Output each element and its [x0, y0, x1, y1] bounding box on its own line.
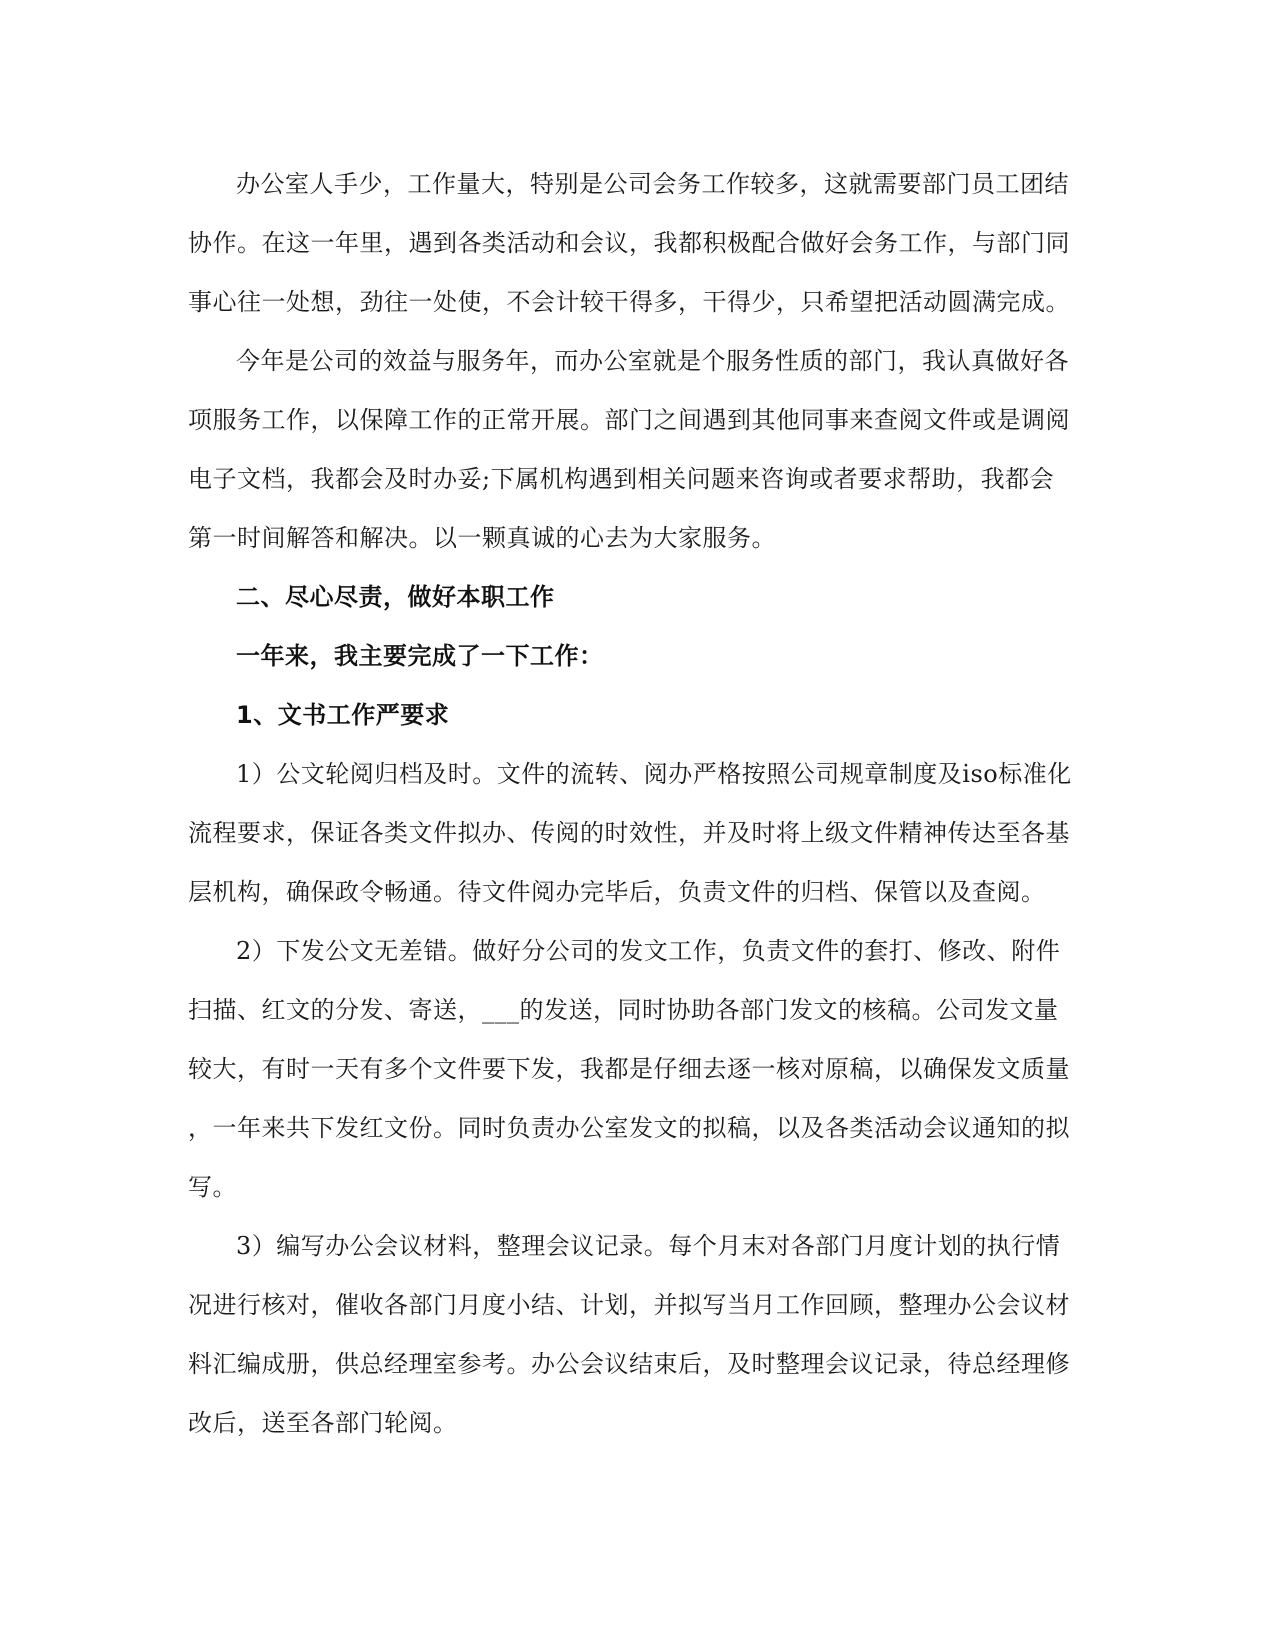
text-line: 料汇编成册，供总经理室参考。办公会议结束后，及时整理会议记录，待总经理修	[188, 1350, 1070, 1378]
text-line: 改后，送至各部门轮阅。	[188, 1409, 458, 1437]
text-line: 较大，有时一天有多个文件要下发，我都是仔细去逐一核对原稿，以确保发文质量	[188, 1055, 1070, 1083]
heading-line: 一年来，我主要完成了一下工作：	[236, 642, 604, 670]
text-line: 1）公文轮阅归档及时。文件的流转、阅办严格按照公司规章制度及iso标准化	[236, 760, 1072, 788]
paragraph-item-1	[188, 745, 1088, 922]
text-line: 写。	[188, 1173, 237, 1201]
text-line: 事心往一处想，劲往一处使，不会计较干得多，干得少，只希望把活动圆满完成。	[188, 288, 1070, 316]
paragraph-2	[188, 332, 1088, 568]
paragraph-1	[188, 155, 1088, 332]
document-body	[188, 155, 1088, 1453]
text-line: 2）下发公文无差错。做好分公司的发文工作，负责文件的套打、修改、附件	[236, 937, 1061, 965]
text-line: 第一时间解答和解决。以一颗真诚的心去为大家服务。	[188, 524, 776, 552]
text-line: 况进行核对，催收各部门月度小结、计划，并拟写当月工作回顾，整理办公会议材	[188, 1291, 1070, 1319]
text-line: 3）编写办公会议材料，整理会议记录。每个月末对各部门月度计划的执行情	[236, 1232, 1061, 1260]
text-line: 办公室人手少，工作量大，特别是公司会务工作较多，这就需要部门员工团结	[236, 170, 1069, 198]
paragraph-item-3	[188, 1217, 1088, 1453]
heading-line: 1、文书工作严要求	[236, 701, 450, 729]
text-line: 电子文档，我都会及时办妥;下属机构遇到相关问题来咨询或者要求帮助，我都会	[188, 465, 1055, 493]
text-line: 今年是公司的效益与服务年，而办公室就是个服务性质的部门，我认真做好各	[236, 347, 1069, 375]
text-line: 层机构，确保政令畅通。待文件阅办完毕后，负责文件的归档、保管以及查阅。	[188, 878, 1046, 906]
text-line: 扫描、红文的分发、寄送，___的发送，同时协助各部门发文的核稿。公司发文量	[188, 996, 1059, 1024]
text-line: ，一年来共下发红文份。同时负责办公室发文的拟稿，以及各类活动会议通知的拟	[188, 1114, 1070, 1142]
text-line: 项服务工作，以保障工作的正常开展。部门之间遇到其他同事来查阅文件或是调阅	[188, 406, 1070, 434]
subsection-heading	[188, 627, 1088, 686]
heading-line: 二、尽心尽责，做好本职工作	[236, 583, 555, 611]
section-heading	[188, 568, 1088, 627]
text-line: 流程要求，保证各类文件拟办、传阅的时效性，并及时将上级文件精神传达至各基	[188, 819, 1070, 847]
paragraph-item-2	[188, 922, 1088, 1217]
item-heading	[188, 686, 1088, 745]
text-line: 协作。在这一年里，遇到各类活动和会议，我都积极配合做好会务工作，与部门同	[188, 229, 1070, 257]
